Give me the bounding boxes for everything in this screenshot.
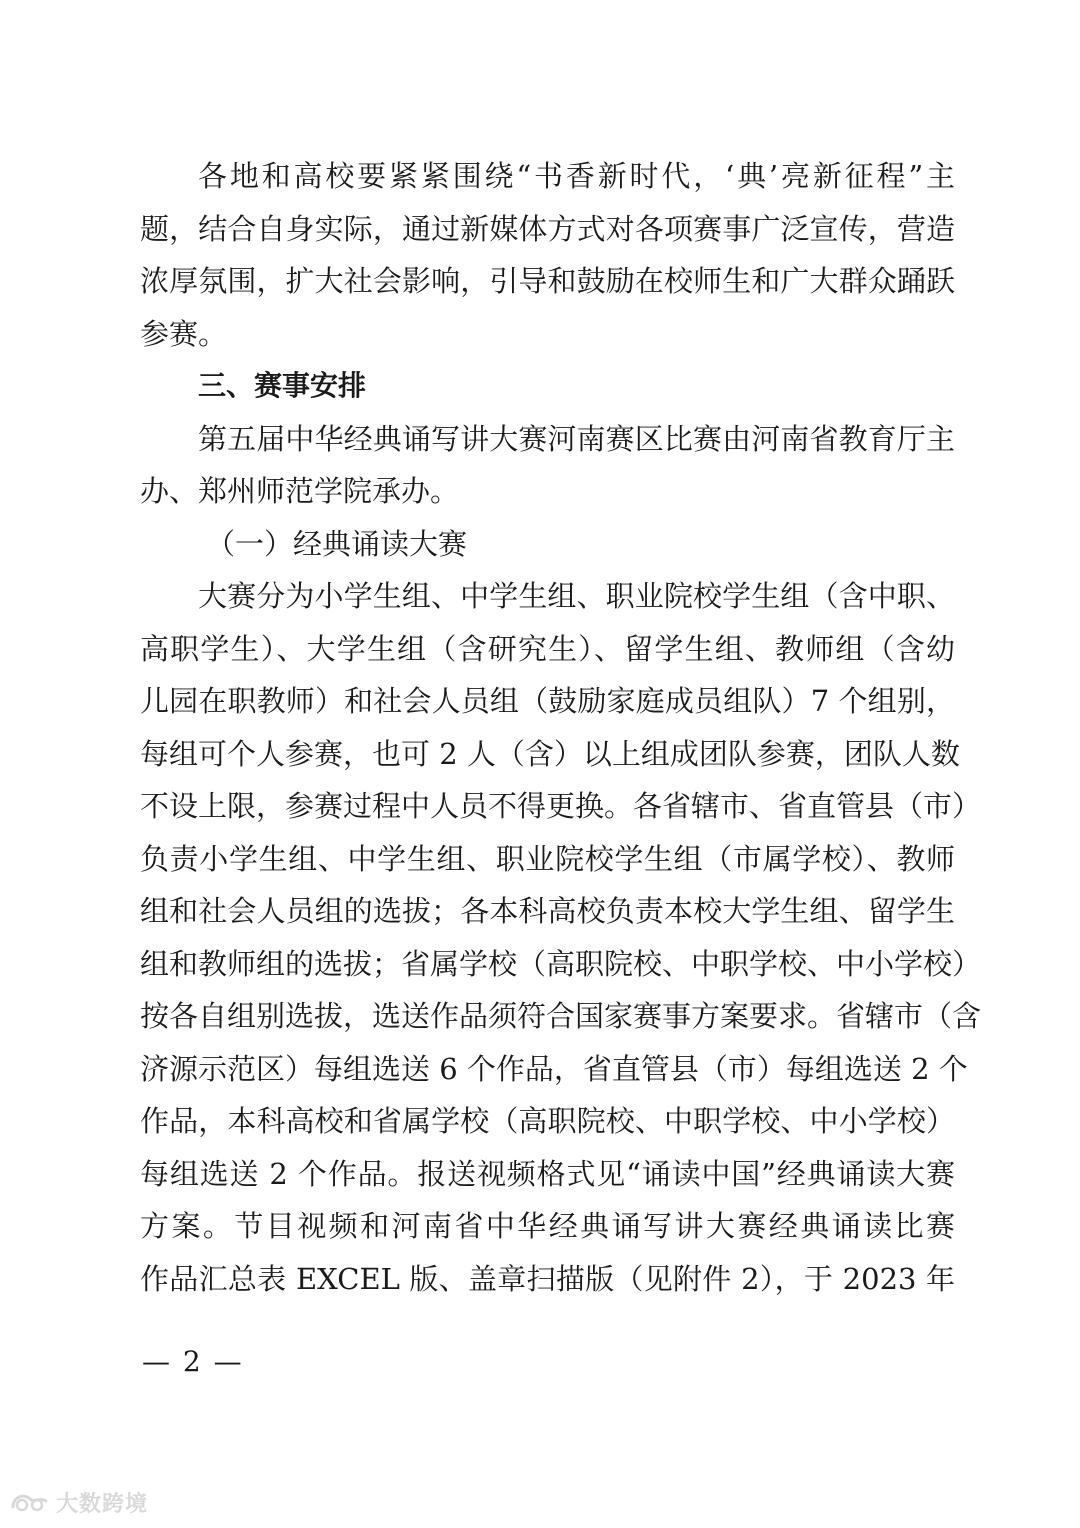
paragraph-line: 济源示范区）每组选送 6 个作品，省直管县（市）每组选送 2 个 (140, 1051, 968, 1086)
paragraph-line: 办、郑州师范学院承办。 (140, 474, 460, 508)
paragraph-line: 各地和高校要紧紧围绕“书香新时代，‘典’亮新征程”主 (198, 159, 955, 193)
paragraph-line: 高职学生）、大学生组（含研究生）、留学生组、教师组（含幼 (140, 631, 955, 666)
paragraph-line: 浓厚氛围，扩大社会影响，引导和鼓励在校师生和广大群众踊跃 (140, 264, 955, 298)
paragraph-line: 按各自组别选拔，选送作品须符合国家赛事方案要求。省辖市（含 (140, 999, 982, 1033)
paragraph-line: 组和社会人员组的选拔；各本科高校负责本校大学生组、留学生 (140, 894, 955, 928)
sub-heading: （一）经典诵读大赛 (206, 526, 468, 561)
paragraph-line: 不设上限，参赛过程中人员不得更换。各省辖市、省直管县（市） (140, 789, 982, 823)
paragraph-competition-details (140, 570, 982, 1305)
watermark-text: 大数跨境 (56, 1491, 149, 1517)
paragraph-line: 儿园在职教师）和社会人员组（鼓励家庭成员组队）7 个组别， (140, 684, 955, 718)
paragraph-line: 大赛分为小学生组、中学生组、职业院校学生组（含中职、 (198, 579, 955, 613)
paragraph-line: 负责小学生组、中学生组、职业院校学生组（市属学校）、教师 (140, 841, 955, 876)
paragraph-line: 每组可个人参赛，也可 2 人（含）以上组成团队参赛，团队人数 (140, 736, 960, 771)
paragraph-theme (140, 150, 955, 360)
paragraph-line: 作品，本科高校和省属学校（高职院校、中职学校、中小学校） (140, 1104, 955, 1138)
paragraph-organizer (140, 413, 955, 518)
paragraph-line: 第五届中华经典诵写讲大赛河南赛区比赛由河南省教育厅主 (198, 421, 955, 456)
paragraph-line: 作品汇总表 EXCEL 版、盖章扫描版（见附件 2），于 2023 年 (140, 1261, 955, 1296)
paragraph-line: 每组选送 2 个作品。报送视频格式见“诵读中国”经典诵读大赛 (140, 1156, 955, 1191)
page-number: — 2 — (142, 1345, 244, 1378)
watermark (10, 1486, 148, 1518)
document-body (140, 150, 982, 1305)
paragraph-line: 方案。节目视频和河南省中华经典诵写讲大赛经典诵读比赛 (140, 1209, 955, 1243)
section-heading: 三、赛事安排 (198, 369, 367, 402)
paragraph-line: 组和教师组的选拔；省属学校（高职院校、中职学校、中小学校） (140, 946, 982, 981)
watermark-logo-icon (10, 1489, 50, 1515)
paragraph-line: 题，结合自身实际，通过新媒体方式对各项赛事广泛宣传，营造 (140, 211, 955, 246)
paragraph-line: 参赛。 (140, 316, 228, 351)
